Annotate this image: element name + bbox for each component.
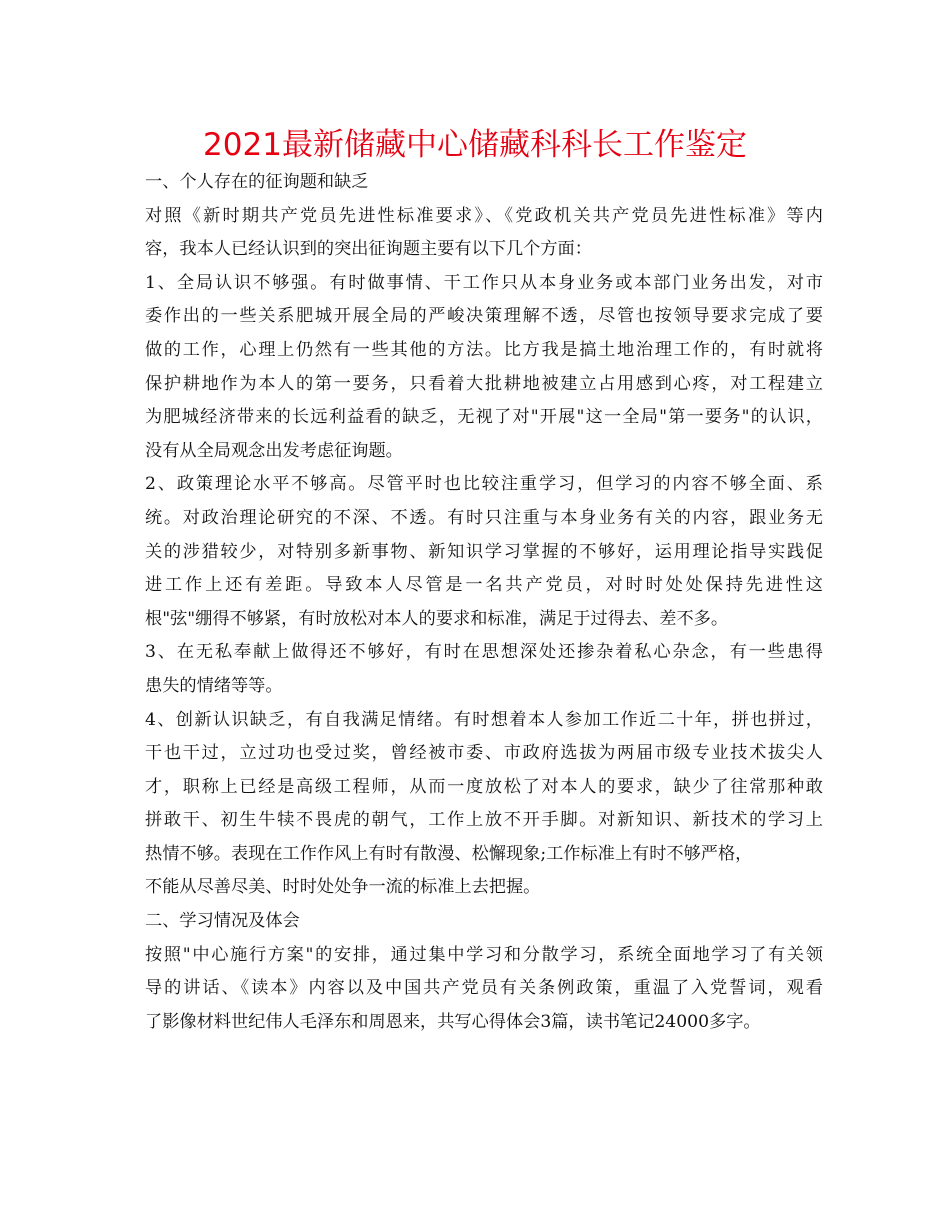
document-line: 没有从全局观念出发考虑征询题。	[145, 440, 403, 461]
document-line: 为肥城经济带来的长远利益看的缺乏，无视了对"开展"这一全局"第一要务"的认识，	[145, 407, 823, 428]
document-line: 做的工作，心理上仍然有一些其他的方法。比方我是搞土地治理工作的，有时就将	[145, 339, 823, 360]
document-line: 对照《新时期共产党员先进性标准要求》、《党政机关共产党员先进性标准》等内	[145, 205, 823, 226]
document-title: 2021最新储藏中心储藏科科长工作鉴定	[203, 127, 747, 163]
document-line: 二、学习情况及体会	[145, 911, 300, 932]
document-line: 关的涉猎较少，对特别多新事物、新知识学习掌握的不够好，运用理论指导实践促	[145, 541, 823, 562]
document-line: 不能从尽善尽美、时时处处争一流的标准上去把握。	[145, 877, 541, 898]
document-line: 3、在无私奉献上做得还不够好，有时在思想深处还掺杂着私心杂念，有一些患得	[145, 642, 823, 663]
document-body	[145, 166, 823, 1039]
document-line: 委作出的一些关系肥城开展全局的严峻决策理解不透，尽管也按领导要求完成了要	[145, 306, 823, 327]
document-line: 2、政策理论水平不够高。尽管平时也比较注重学习，但学习的内容不够全面、系	[145, 474, 823, 495]
document-line: 容，我本人已经认识到的突出征询题主要有以下几个方面：	[145, 239, 592, 260]
document-line: 患失的情绪等等。	[145, 675, 283, 696]
document-line: 4、创新认识缺乏，有自我满足情绪。有时想着本人参加工作近二十年，拼也拼过，	[145, 709, 823, 730]
document-line: 拼敢干、初生牛犊不畏虎的朝气，工作上放不开手脚。对新知识、新技术的学习上	[145, 810, 823, 831]
document-line: 了影像材料世纪伟人毛泽东和周恩来，共写心得体会3篇，读书笔记24000多字。	[145, 1011, 761, 1032]
document-line: 进工作上还有差距。导致本人尽管是一名共产党员，对时时处处保持先进性这	[145, 575, 823, 596]
document-line: 1、全局认识不够强。有时做事情、干工作只从本身业务或本部门业务出发，对市	[145, 272, 823, 293]
document-line: 干也干过，立过功也受过奖，曾经被市委、市政府选拔为两届市级专业技术拔尖人	[145, 743, 823, 764]
document-line: 一、个人存在的征询题和缺乏	[145, 172, 369, 192]
document-line: 保护耕地作为本人的第一要务，只看着大批耕地被建立占用感到心疼，对工程建立	[145, 373, 823, 394]
document-line: 热情不够。表现在工作作风上有时有散漫、松懈现象;工作标准上有时不够严格，	[145, 843, 753, 864]
document-line: 才，职称上已经是高级工程师，从而一度放松了对本人的要求，缺少了往常那种敢	[145, 776, 823, 797]
document-line: 按照"中心施行方案"的安排，通过集中学习和分散学习，系统全面地学习了有关领	[145, 944, 823, 965]
document-line: 导的讲话、《读本》内容以及中国共产党员有关条例政策，重温了入党誓词，观看	[145, 978, 823, 999]
document-line: 根"弦"绷得不够紧，有时放松对本人的要求和标准，满足于过得去、差不多。	[145, 608, 729, 629]
document-line: 统。对政治理论研究的不深、不透。有时只注重与本身业务有关的内容，跟业务无	[145, 507, 823, 528]
